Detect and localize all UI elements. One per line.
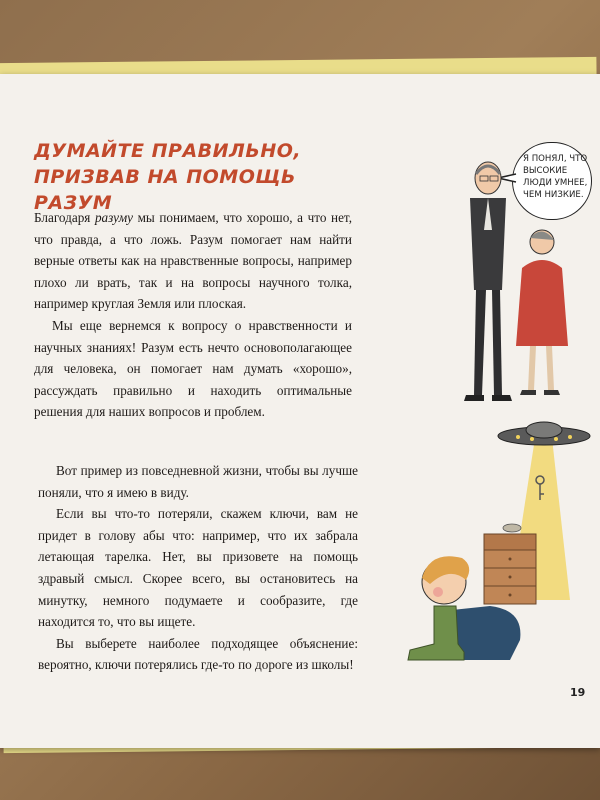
paragraph-1-start: Благодаря [34,210,95,225]
illustration-man-and-woman [430,150,570,410]
paragraph-1-rest: мы понимаем, что хорошо, а что нет, что правда, а что ложь. Разум помогает нам найти верные ответы как на нравственные вопросы, например плохо ли врать, так и на вопросы научного толка, например круглая Земля или плоская. [34,210,352,312]
short-woman-figure [516,230,568,395]
paragraph-5: Вы выберете наиболее подходящее объяснение: вероятно, ключи потерялись где-то по дороге из школы! [38,635,358,673]
page-title [34,138,364,216]
tall-man-figure [464,162,512,401]
paragraph-4: Если вы что-то потеряли, скажем ключи, вам не придет в голову абы что: например, что их забрала летающая тарелка. Нет, вы призовете на помощь здравый смысл. Скорее всего, вы остановитесь на минутку, немного подумаете и сообразите, где находится то, что вы ищете. [38,506,358,630]
body-text-bottom [38,460,358,676]
title-line-2: ПРИЗВАВ НА ПОМОЩЬ РАЗУМ [34,166,297,214]
body-text-top [34,207,352,423]
paragraph-1-emphasis: разуму [94,210,133,225]
paragraph-2: Мы еще вернемся к вопросу о нравственности и научных знаниях! Разум есть нечто основополагающее для человека, он помогает нам думать «хорошо», рассуждать правильно и находить оптимальные решения для наших вопросов и проблем. [34,317,352,420]
title-line-1: ДУМАЙТЕ ПРАВИЛЬНО, [34,140,302,162]
paragraph-3: Вот пример из повседневной жизни, чтобы вы лучше поняли, что я имею в виду. [38,463,358,500]
page-number: 19 [570,686,586,699]
speech-bubble: Я ПОНЯЛ, ЧТО ВЫСОКИЕ ЛЮДИ УМНЕЕ, ЧЕМ НИЗКИЕ. [512,142,592,220]
illustration-boy-with-boot [400,540,530,670]
boot-icon [408,606,464,660]
paragraph-1 [34,207,352,315]
